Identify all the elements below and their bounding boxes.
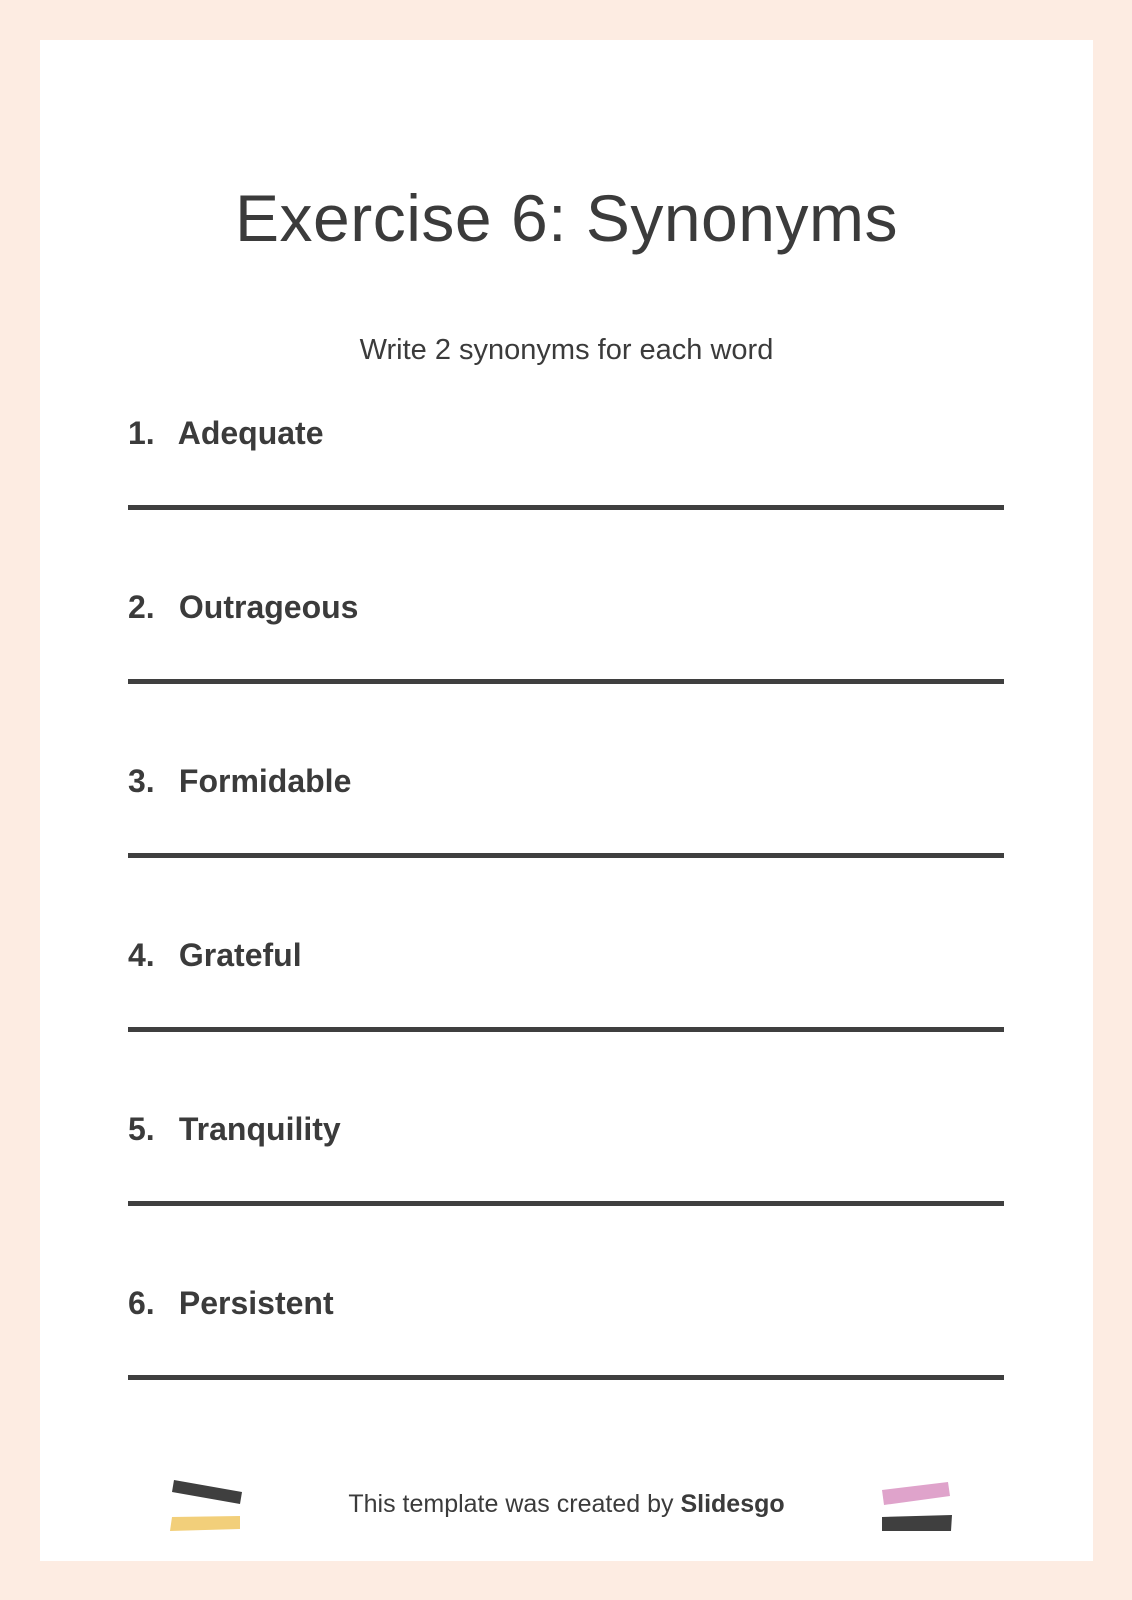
exercise-item-label — [128, 413, 324, 453]
answer-line[interactable] — [128, 505, 1004, 510]
exercise-item-word: Adequate — [177, 415, 324, 451]
exercise-list — [128, 40, 1004, 1440]
exercise-item-label — [128, 761, 351, 801]
answer-line[interactable] — [128, 679, 1004, 684]
exercise-item-number: 4. — [128, 937, 155, 973]
brush-strokes-icon — [880, 1470, 960, 1550]
exercise-item-2 — [128, 587, 1004, 707]
exercise-item-3 — [128, 761, 1004, 881]
exercise-item-label — [128, 587, 358, 627]
footer-text: This template was created by — [348, 1490, 674, 1518]
exercise-item-label — [128, 1283, 334, 1323]
exercise-item-word: Grateful — [178, 937, 302, 973]
exercise-item-number: 6. — [128, 1285, 155, 1321]
exercise-item-6 — [128, 1283, 1004, 1403]
exercise-item-number: 1. — [128, 415, 155, 451]
page-title: Exercise 6: Synonyms — [235, 181, 898, 255]
exercise-item-label — [128, 935, 302, 975]
exercise-item-4 — [128, 935, 1004, 1055]
exercise-item-number: 2. — [128, 589, 155, 625]
exercise-item-word: Outrageous — [178, 589, 359, 625]
worksheet-page — [40, 40, 1093, 1561]
answer-line[interactable] — [128, 1201, 1004, 1206]
exercise-item-number: 5. — [128, 1111, 155, 1147]
exercise-item-1 — [128, 413, 1004, 533]
exercise-item-5 — [128, 1109, 1004, 1229]
answer-line[interactable] — [128, 1027, 1004, 1032]
exercise-item-word: Persistent — [178, 1285, 334, 1321]
footer-brand[interactable]: Slidesgo — [680, 1490, 785, 1518]
exercise-item-number: 3. — [128, 763, 155, 799]
exercise-item-word: Tranquility — [178, 1111, 341, 1147]
answer-line[interactable] — [128, 853, 1004, 858]
answer-line[interactable] — [128, 1375, 1004, 1380]
page-subtitle: Write 2 synonyms for each word — [359, 334, 774, 366]
exercise-item-label — [128, 1109, 341, 1149]
exercise-item-word: Formidable — [178, 763, 352, 799]
